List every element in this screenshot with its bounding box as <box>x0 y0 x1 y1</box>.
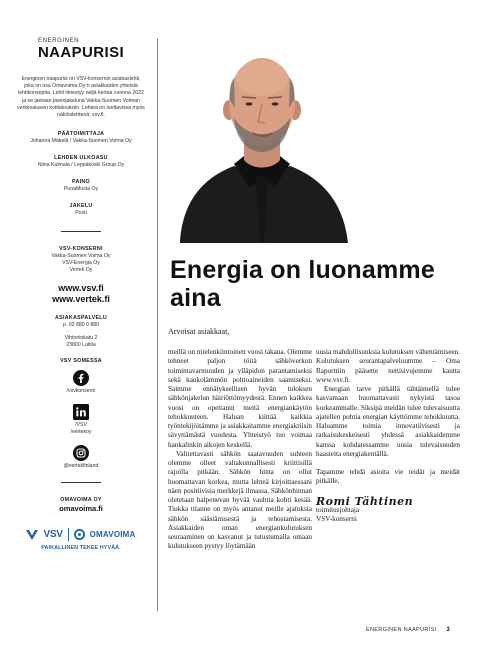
layout-value: Niina Kulmala / Leppäkoski Group Oy <box>37 162 125 169</box>
article-paragraph: Valitettavasti sähkön saatavuuden suhteen olemme olleet valtakunnallisesti kriittisillä rajoilla pitkään. Sähkön hinta on ollut huomattavan korkea, mutta lehteä kirjoittaessani näen positiivisia merkkejä ilmassa. Sähkönhinnan oletetaan halpenevan hyvää vauhtia kohti kesää. Tiukka tilanne on myös antanut meille ajatuksia sähkön säästämisestä ja tehostamisesta. Asiakkaiden oman energiankulutuksen seuraaminen on kasvanut ja tutustumalla omaan kulutukseen pystyy löytämään <box>168 449 312 551</box>
vsv-logo-icon <box>26 529 38 541</box>
signer-company: VSV-konserni <box>316 515 357 523</box>
social-label: VSV SOMESSA <box>60 358 102 365</box>
facebook-handle[interactable]: /vsvkonserni <box>66 388 96 395</box>
vsv-website-link[interactable]: www.vsv.fi <box>58 283 104 294</box>
magazine-intro: Energinen naapurisi on VSV-konsernin asiakaslehti, joka on osa Omavoima Oy:n asiakkaiden yhteistä lehtikonseptia. Lehti ilmestyy neljä kertaa vuonna 2022 ja se jaetaan jäsenjakeluna Vakka-Suomen Voiman verkkoalueen kotitalouksiin. Lehteä on luettavissa myös näköislehtenä: vsv.fi. <box>17 76 145 119</box>
page-footer <box>366 627 450 633</box>
article-paragraph: Energian tarve pitkällä tähtäimellä tulee kasvamaan huomattavasti nykyistä tasoa korkeammalle. Siksipä meidän tulee tulevaisuutta ajatellen pohtia energian käyttömme tehokkuutta. Haluamme toimia innovatiivisesti ja ratkaisukeskeisesti yhdessä asiakkaidemme kanssa kohdatessamme uusia tulevaisuuden haasteita energiakentällä. <box>316 385 460 458</box>
footer-magazine-name: ENERGINEN NAAPURISI <box>365 627 437 633</box>
distribution-label: JAKELU <box>69 203 93 210</box>
signer-title: toimitusjohtaja <box>316 505 360 514</box>
article-headline: Energia on luonamme aina <box>170 256 435 312</box>
signature: Romi Tähtinen <box>316 494 414 508</box>
print-label: PAINO <box>72 179 90 186</box>
linkedin-handle[interactable]: /VSV <box>75 422 87 429</box>
group-line: Vertek Oy <box>69 267 93 274</box>
article-column-1 <box>168 348 312 552</box>
customer-service-label: ASIAKASPALVELU <box>55 315 107 322</box>
ceo-portrait <box>172 38 352 243</box>
vsv-logo-text: VSV <box>43 529 63 541</box>
magazine-logo-small: ENERGINEN <box>38 38 80 44</box>
chief-editor-label: PÄÄTOIMITTAJA <box>57 131 105 138</box>
group-line: Vakka-Suomen Voima Oy <box>51 253 111 260</box>
slogan: PAIKALLINEN TEKEE HYVÄÄ. <box>41 545 121 552</box>
facebook-icon[interactable] <box>73 370 89 386</box>
group-label: VSV-KONSERNI <box>59 246 103 253</box>
group-line: VSV-Energia Oy <box>62 260 100 267</box>
address-city: 23800 Laitila <box>66 342 96 349</box>
column-divider <box>157 38 158 611</box>
sidebar-divider <box>61 231 101 232</box>
instagram-icon[interactable] <box>73 445 89 461</box>
omavoima-logo-icon <box>74 529 85 540</box>
article-paragraph: Tapamme tehdä asioita vie teidät ja meidät pitkälle, <box>316 468 460 486</box>
omavoima-logo-text: OMAVOIMA <box>89 530 136 540</box>
article-column-2 <box>316 348 460 524</box>
vertek-website-link[interactable]: www.vertek.fi <box>52 294 110 305</box>
omavoima-label: OMAVOIMA OY <box>60 497 102 504</box>
distribution-value: Posti <box>75 210 87 217</box>
sidebar <box>14 38 148 551</box>
article-paragraph: meillä on mielenkiintoinen vuosi takana. Olemme tehneet paljon töitä sähköverkon toimintavarmuuden ja ylläpidon parantamiseksi sekä kaukolämmön polttoaineiden saamiseksi. Saimme ennätyksellisen hyvän tuloksen sähkönjakelun häiriöttömyydestä. Ennen kaikkea vuosi on opettanut meitä energiankäytön tehokkuuteen. Haluan kiittää kaikkia työntekijöitämme ja asiakkaitamme energiakriisin sävyttämästä vuodesta. Yhteistyö tuo voimaa hankalinkin aikojen keskellä. <box>168 348 312 449</box>
sidebar-divider <box>61 482 101 483</box>
customer-service-phone: p. 02 880 0 880 <box>62 322 100 329</box>
magazine-logo <box>14 38 148 61</box>
linkedin-icon[interactable] <box>73 404 89 420</box>
linkedin-handle[interactable]: /vertekoy <box>70 429 92 436</box>
print-value: PunaMusta Oy <box>63 186 99 193</box>
layout-label: LEHDEN ULKOASU <box>54 155 108 162</box>
omavoima-website-link[interactable]: omavoima.fi <box>59 504 103 514</box>
page-number: 3 <box>446 627 450 633</box>
instagram-handle[interactable]: @vertekfinland <box>63 463 99 470</box>
article-paragraph: uusia mahdollisuuksia kulutuksen vähentämiseen. Kulutuksen seurantapalveluumme – Oma Raporttiin pääsette nettisivujemme kautta www.vsv.fi. <box>316 348 460 384</box>
magazine-logo-big: NAAPURISI <box>37 44 125 61</box>
address-street: Vihtoriinkatu 2 <box>64 335 98 342</box>
brand-logos <box>14 528 148 541</box>
chief-editor-value: Johanna Mäkelä / Vakka-Suomen Voima Oy <box>30 138 132 145</box>
brand-separator <box>68 528 69 541</box>
article-greeting: Arvoisat asiakkaat, <box>168 327 230 336</box>
